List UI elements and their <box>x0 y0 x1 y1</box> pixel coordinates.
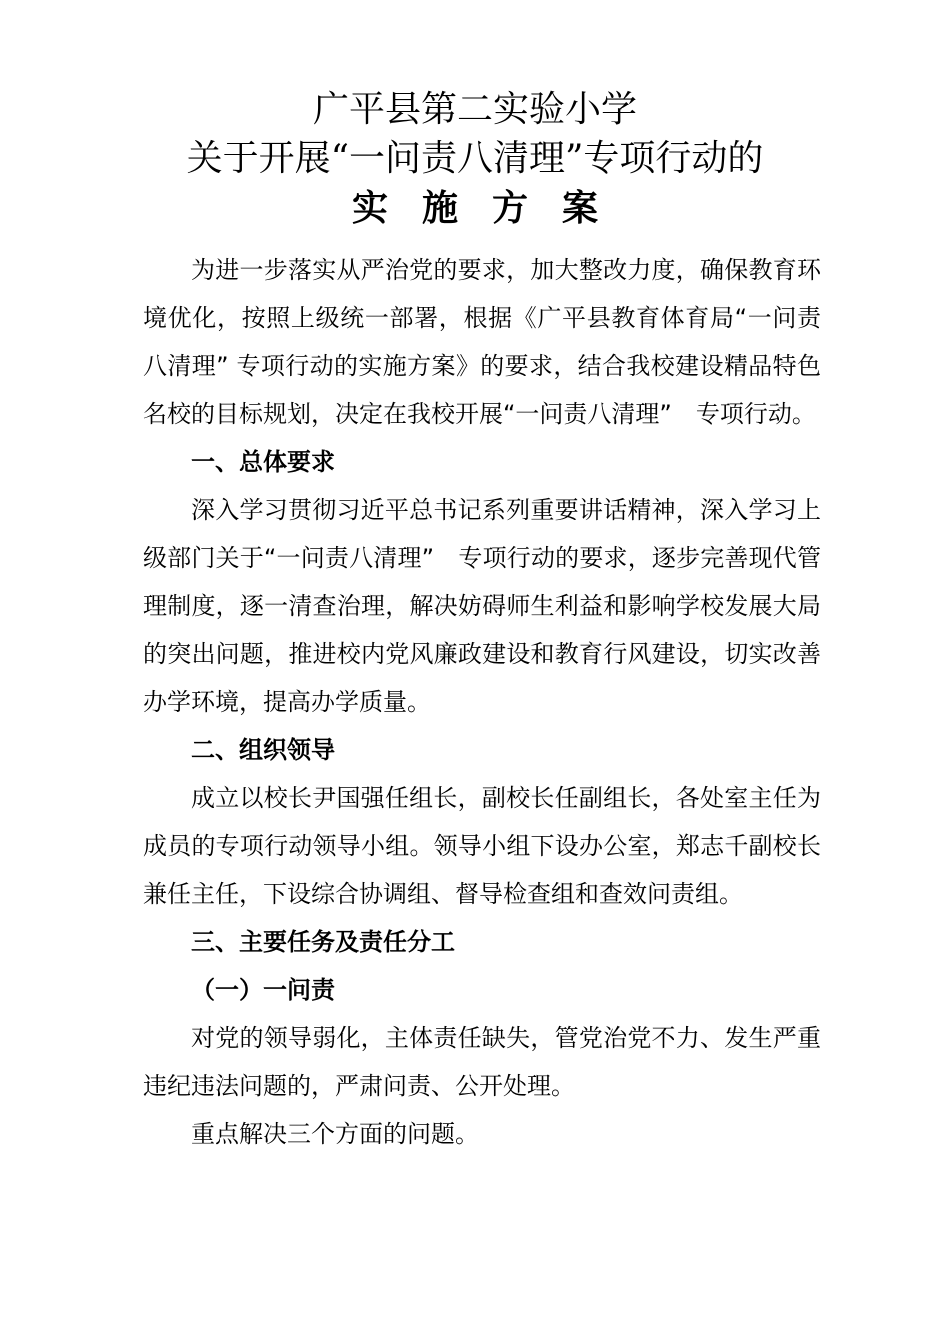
section-1-heading: 一、总体要求 <box>191 448 335 476</box>
section-3-paragraph: 对党的领导弱化，主体责任缺失，管党治党不力、发生严重违纪违法问题的，严肃问责、公开处理。 <box>143 1024 821 1100</box>
section-3-heading: 三、主要任务及责任分工 <box>191 928 455 956</box>
section-2-paragraph: 成立以校长尹国强任组长，副校长任副组长，各处室主任为成员的专项行动领导小组。领导小组下设办公室，郑志千副校长兼任主任，下设综合协调组、督导检查组和查效问责组。 <box>143 784 821 908</box>
section-1-paragraph: 深入学习贯彻习近平总书记系列重要讲话精神，深入学习上级部门关于“一问责八清理” 专项行动的要求，逐步完善现代管理制度，逐一清查治理，解决妨碍师生利益和影响学校发展大局的突出问题，推进校内党风廉政建设和教育行风建设，切实改善办学环境，提高办学质量。 <box>143 496 821 716</box>
intro-paragraph: 为进一步落实从严治党的要求，加大整改力度，确保教育环境优化，按照上级统一部署，根据《广平县教育体育局“一问责八清理” 专项行动的实施方案》的要求，结合我校建设精品特色名校的目标规划，决定在我校开展“一问责八清理” 专项行动。 <box>143 256 821 428</box>
section-3-subheading: （一）一问责 <box>191 976 335 1004</box>
document-body <box>143 246 821 1158</box>
title-line-2: 关于开展“一问责八清理”专项行动的 <box>186 138 764 179</box>
section-3-paragraph-2: 重点解决三个方面的问题。 <box>191 1120 479 1148</box>
section-2-heading: 二、组织领导 <box>191 736 335 764</box>
title-line-3: 实施方案 <box>351 187 632 229</box>
title-line-1: 广平县第二实验小学 <box>312 89 637 130</box>
